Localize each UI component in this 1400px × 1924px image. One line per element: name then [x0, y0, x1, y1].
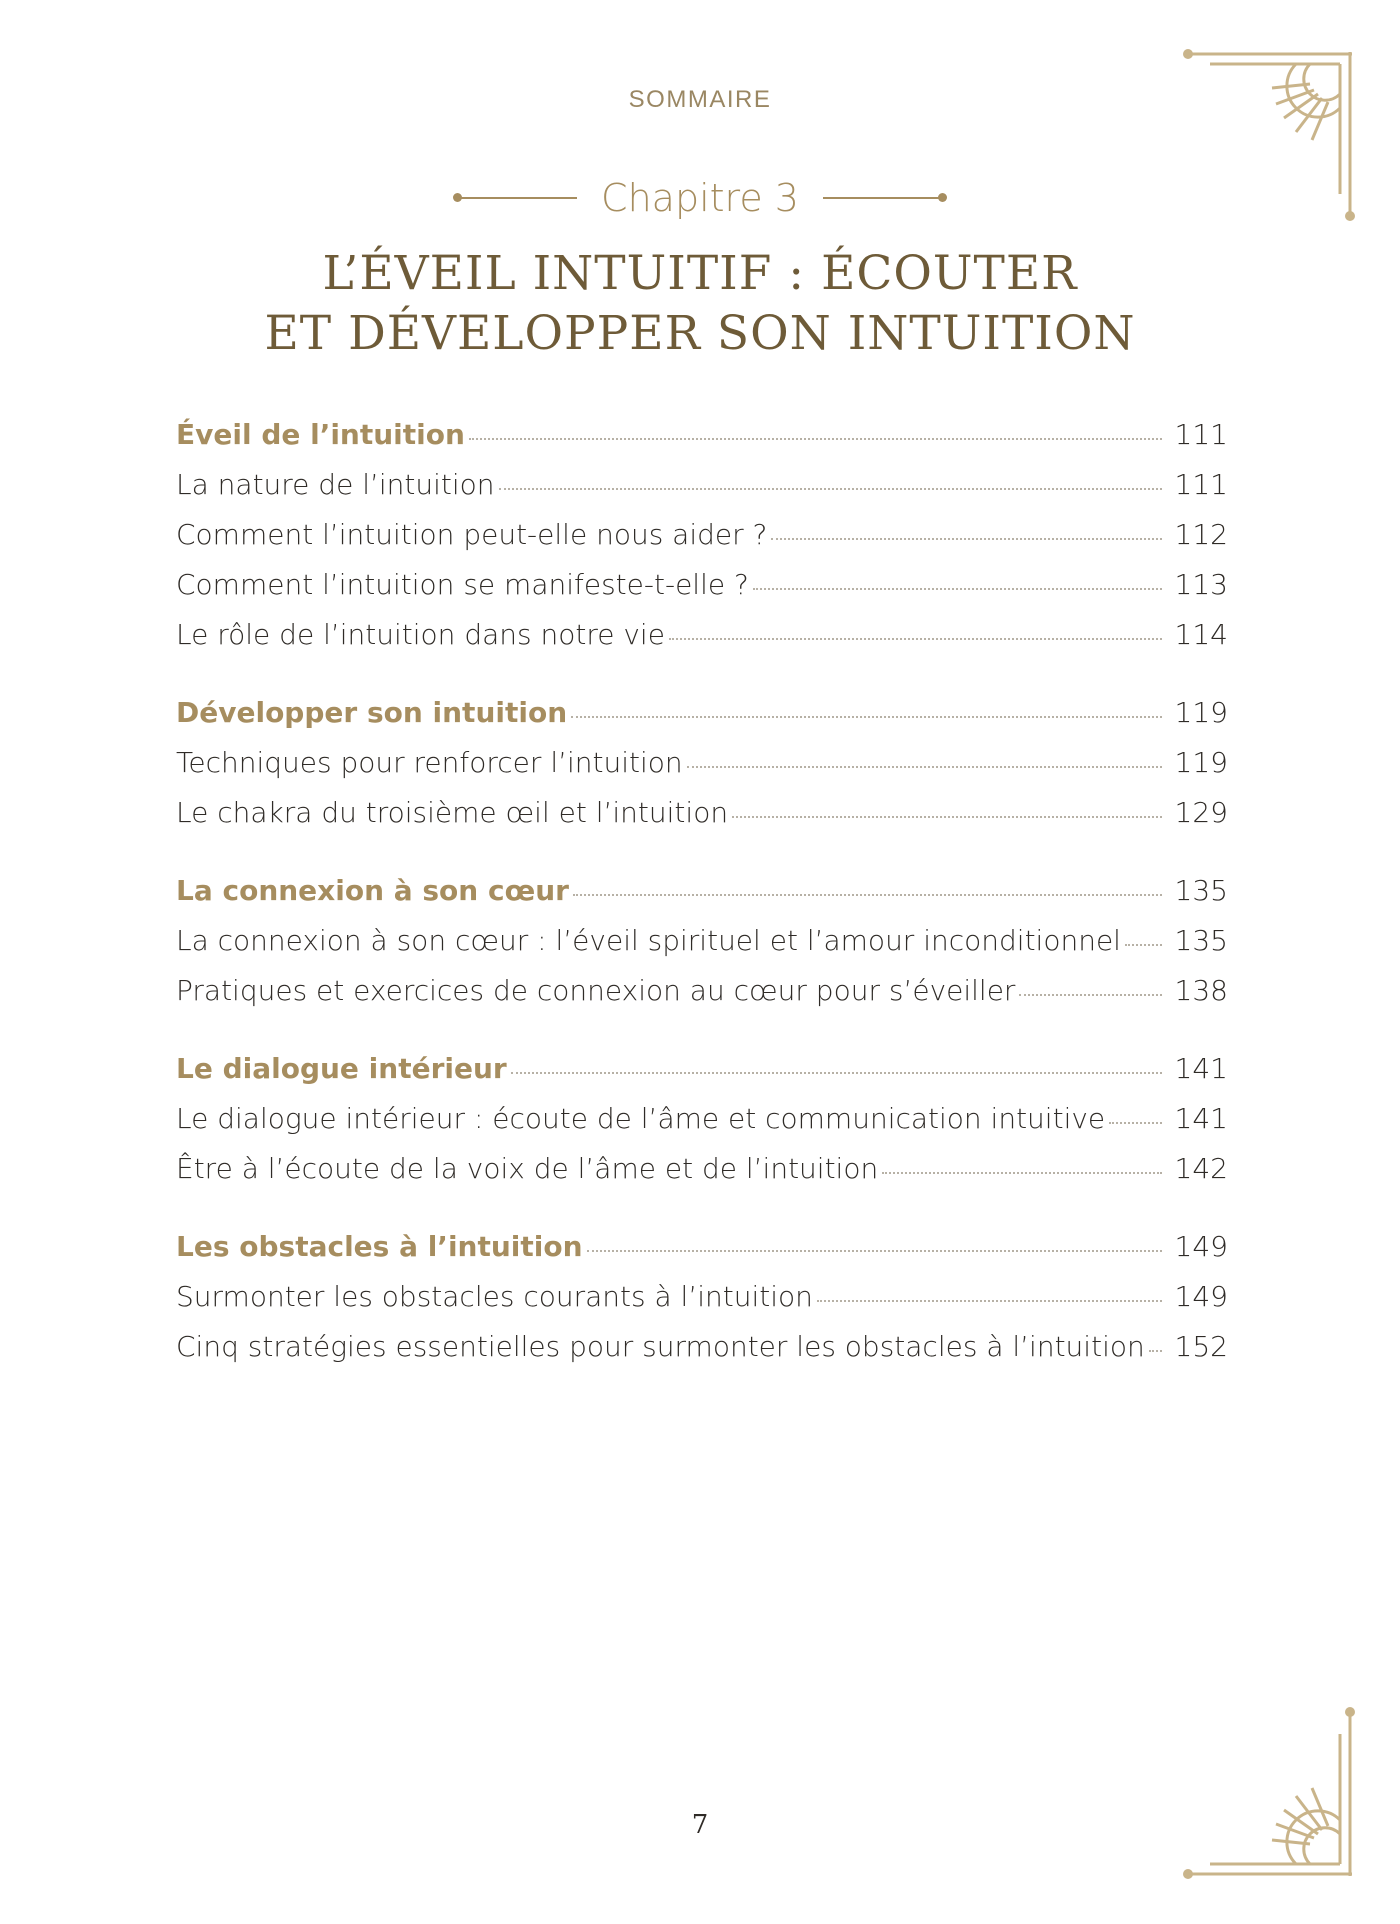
- toc-page-number: 135: [1174, 924, 1228, 957]
- dot-leader: [571, 716, 1162, 718]
- toc-heading-row[interactable]: [176, 696, 1228, 746]
- toc-entry-row[interactable]: [176, 618, 1228, 668]
- toc-page-number: 152: [1174, 1330, 1228, 1363]
- table-of-contents: [176, 418, 1228, 1408]
- toc-entry-row[interactable]: [176, 1330, 1228, 1380]
- toc-page-number: 119: [1174, 696, 1228, 729]
- toc-heading-row[interactable]: [176, 874, 1228, 924]
- toc-heading-title: Les obstacles à l’intuition: [176, 1230, 583, 1263]
- toc-page-number: 113: [1174, 568, 1228, 601]
- dot-leader: [469, 438, 1162, 440]
- toc-entry-title: La nature de l’intuition: [176, 468, 495, 501]
- toc-heading-row[interactable]: [176, 1230, 1228, 1280]
- toc-page-number: 119: [1174, 746, 1228, 779]
- dot-leader: [1109, 1122, 1162, 1124]
- toc-entry-row[interactable]: [176, 796, 1228, 846]
- chapter-title-line-1: L’ÉVEIL INTUITIF : ÉCOUTER: [322, 246, 1078, 301]
- chapter-title: [0, 244, 1400, 364]
- toc-page-number: 141: [1174, 1052, 1228, 1085]
- toc-entry-title: La connexion à son cœur : l’éveil spirituel et l’amour inconditionnel: [176, 924, 1121, 957]
- toc-page-number: 142: [1174, 1152, 1228, 1185]
- toc-entry-row[interactable]: [176, 1102, 1228, 1152]
- toc-entry-title: Pratiques et exercices de connexion au cœur pour s’éveiller: [176, 974, 1016, 1007]
- dot-leader: [1149, 1350, 1162, 1352]
- toc-entry-row[interactable]: [176, 518, 1228, 568]
- dot-leader: [687, 766, 1162, 768]
- toc-entry-title: Comment l’intuition peut-elle nous aider ?: [176, 518, 768, 551]
- toc-page-number: 111: [1174, 418, 1228, 451]
- chapter-rule-left: [457, 197, 577, 199]
- toc-entry-title: Surmonter les obstacles courants à l’intuition: [176, 1280, 813, 1313]
- dot-leader: [587, 1250, 1162, 1252]
- dot-leader: [499, 488, 1162, 490]
- toc-heading-row[interactable]: [176, 418, 1228, 468]
- toc-entry-row[interactable]: [176, 1280, 1228, 1330]
- chapter-title-line-2: ET DÉVELOPPER SON INTUITION: [264, 306, 1136, 361]
- toc-section: [176, 874, 1228, 1024]
- corner-ornament-bottom-icon: [1180, 1704, 1360, 1884]
- toc-page-number: 129: [1174, 796, 1228, 829]
- toc-heading-title: Le dialogue intérieur: [176, 1052, 507, 1085]
- dot-leader: [732, 816, 1162, 818]
- toc-entry-title: Le chakra du troisième œil et l’intuition: [176, 796, 729, 829]
- toc-section: [176, 1230, 1228, 1380]
- toc-section: [176, 418, 1228, 668]
- dot-leader: [669, 638, 1162, 640]
- toc-page-number: 135: [1174, 874, 1228, 907]
- dot-leader: [1125, 944, 1162, 946]
- toc-section: [176, 696, 1228, 846]
- toc-entry-row[interactable]: [176, 568, 1228, 618]
- toc-section: [176, 1052, 1228, 1202]
- toc-entry-title: Être à l’écoute de la voix de l’âme et de l’intuition: [176, 1152, 879, 1185]
- chapter-label: [0, 176, 1400, 220]
- toc-entry-title: Comment l’intuition se manifeste-t-elle ?: [176, 568, 749, 601]
- toc-page-number: 141: [1174, 1102, 1228, 1135]
- toc-heading-row[interactable]: [176, 1052, 1228, 1102]
- toc-heading-title: Développer son intuition: [176, 696, 568, 729]
- dot-leader: [753, 588, 1162, 590]
- chapter-rule-right: [823, 197, 943, 199]
- toc-heading-title: Éveil de l’intuition: [176, 418, 465, 451]
- page-number: 7: [691, 1810, 709, 1840]
- dot-leader: [882, 1172, 1162, 1174]
- toc-entry-title: Le dialogue intérieur : écoute de l’âme et communication intuitive: [176, 1102, 1106, 1135]
- dot-leader: [511, 1072, 1162, 1074]
- toc-entry-row[interactable]: [176, 974, 1228, 1024]
- toc-page-number: 111: [1174, 468, 1228, 501]
- toc-page-number: 138: [1174, 974, 1228, 1007]
- dot-leader: [1019, 994, 1162, 996]
- toc-entry-title: Techniques pour renforcer l’intuition: [176, 746, 683, 779]
- toc-page-number: 149: [1174, 1230, 1228, 1263]
- toc-entry-row[interactable]: [176, 746, 1228, 796]
- dot-leader: [573, 894, 1162, 896]
- dot-leader: [817, 1300, 1162, 1302]
- toc-entry-title: Cinq stratégies essentielles pour surmonter les obstacles à l’intuition: [176, 1330, 1145, 1363]
- running-head: SOMMAIRE: [628, 86, 772, 113]
- toc-entry-row[interactable]: [176, 924, 1228, 974]
- toc-page-number: 114: [1174, 618, 1228, 651]
- toc-page-number: 149: [1174, 1280, 1228, 1313]
- toc-heading-title: La connexion à son cœur: [176, 874, 569, 907]
- chapter-number: Chapitre 3: [601, 176, 799, 220]
- toc-entry-title: Le rôle de l’intuition dans notre vie: [176, 618, 665, 651]
- toc-page-number: 112: [1174, 518, 1228, 551]
- toc-entry-row[interactable]: [176, 468, 1228, 518]
- dot-leader: [771, 538, 1162, 540]
- toc-entry-row[interactable]: [176, 1152, 1228, 1202]
